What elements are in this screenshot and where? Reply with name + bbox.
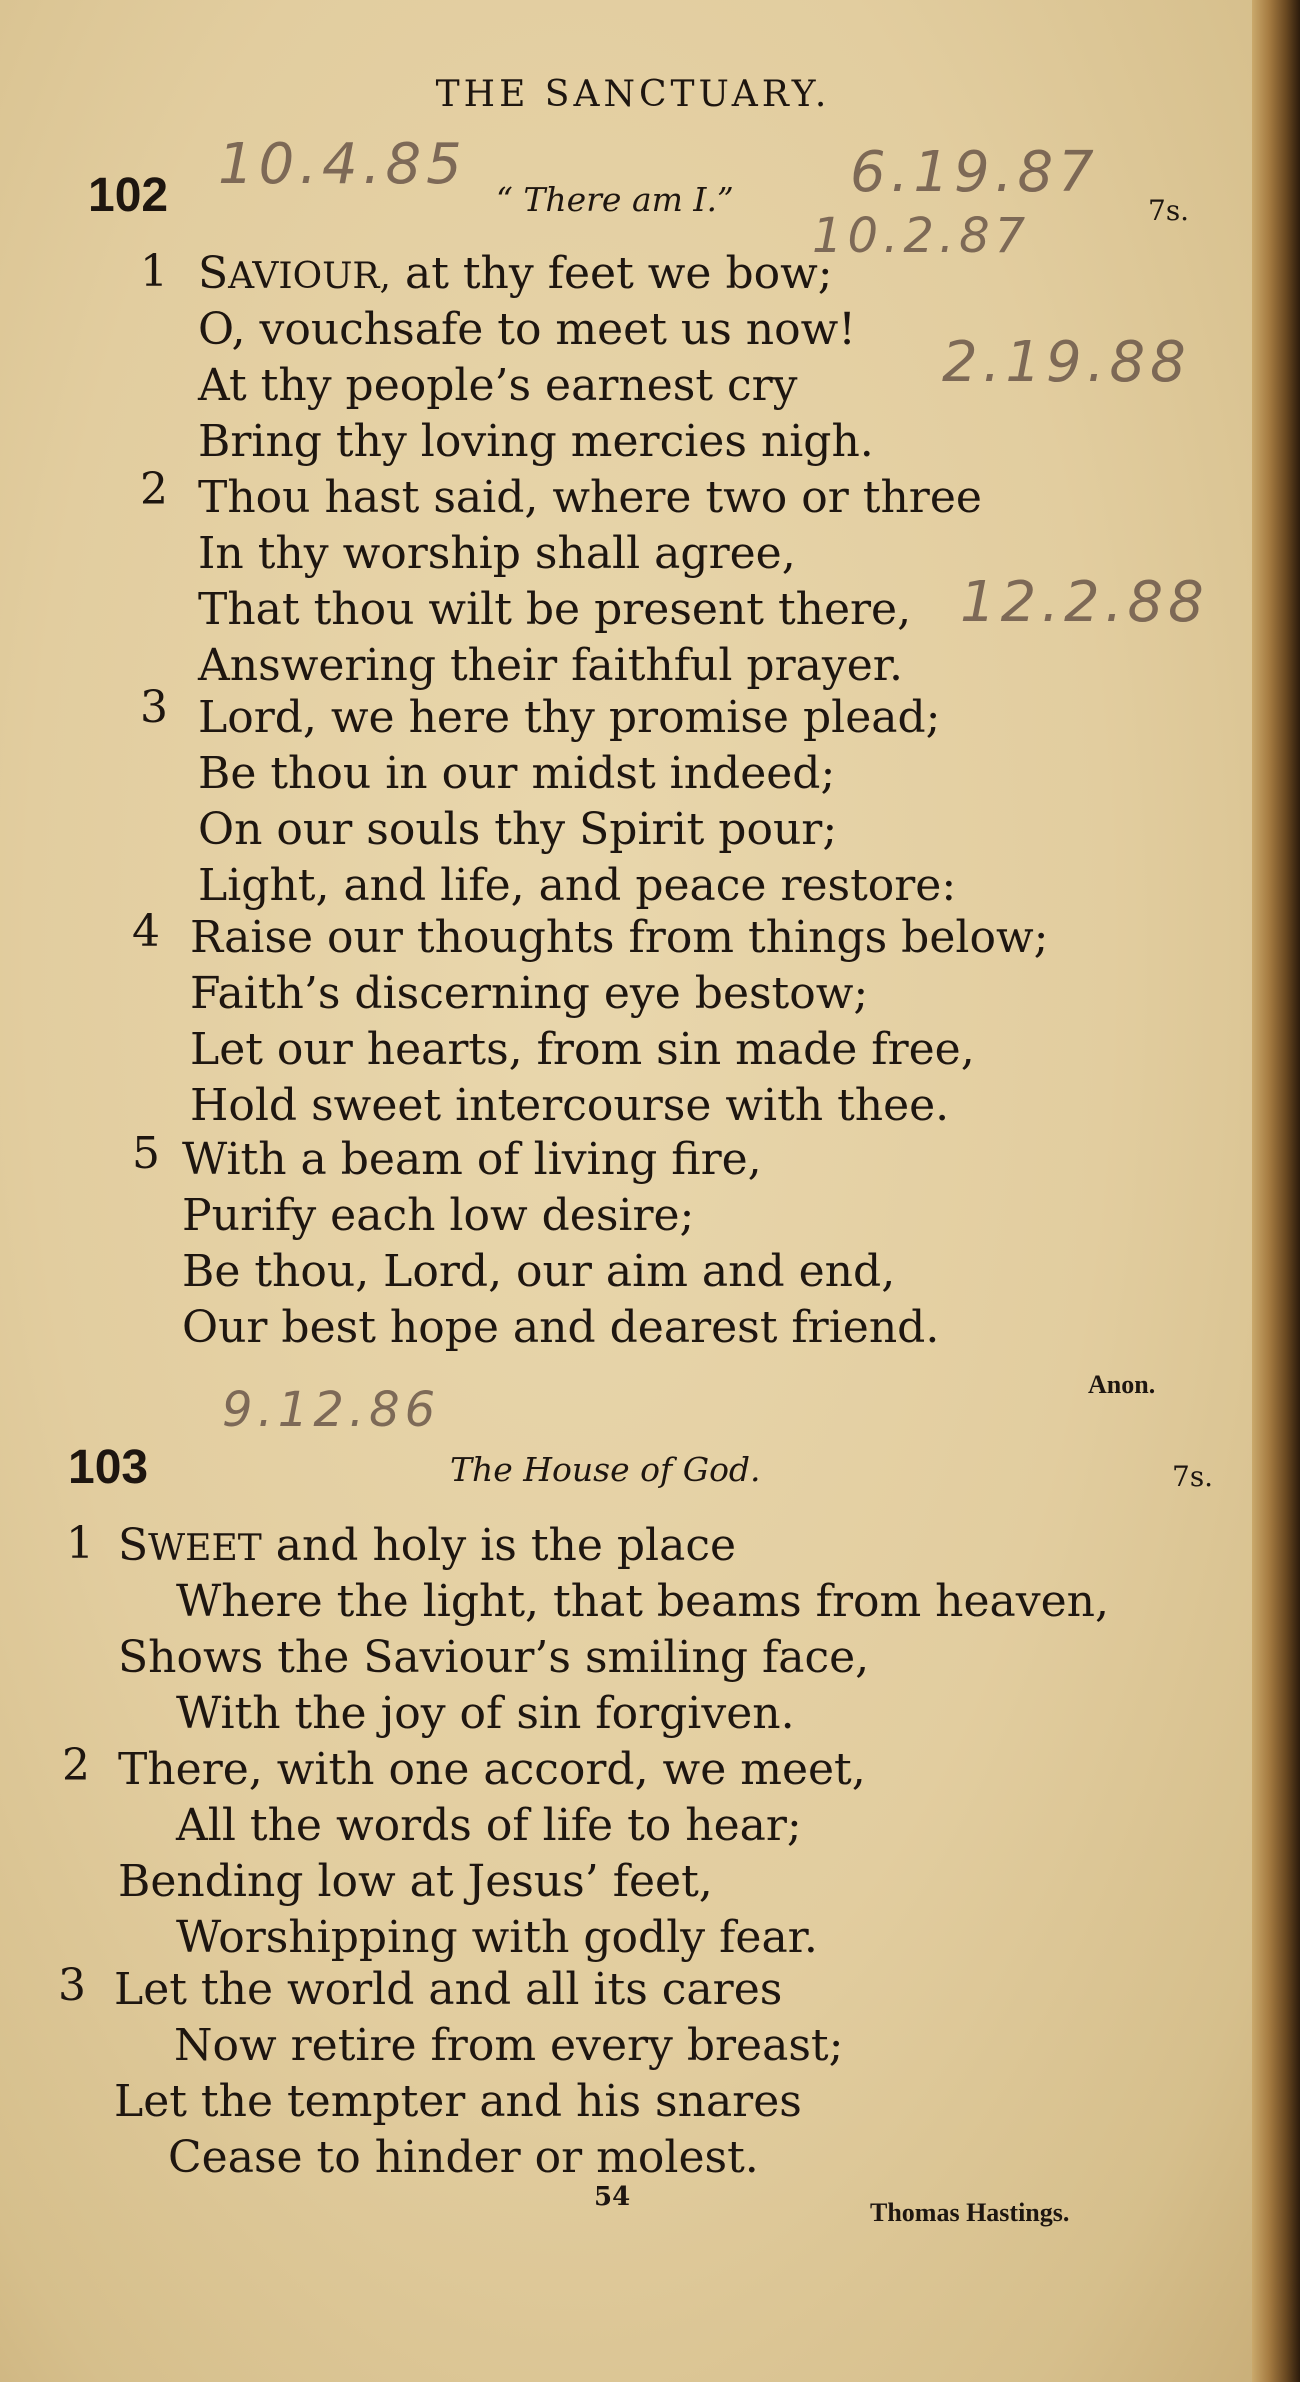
hymn-meter: 7s.: [1148, 194, 1190, 227]
verse-line: Shows the Saviour’s smiling face,: [118, 1632, 870, 1683]
hymn-meter: 7s.: [1172, 1460, 1214, 1493]
handwritten-date-6: 9.12.86: [222, 1382, 441, 1438]
verse-line: Raise our thoughts from things below;: [190, 912, 1049, 963]
verse-line: Be thou, Lord, our aim and end,: [182, 1246, 896, 1297]
verse-number: 3: [58, 1960, 86, 2011]
verse-line: All the words of life to hear;: [176, 1800, 802, 1851]
line-text: at thy feet we bow;: [390, 248, 833, 299]
verse-line: Cease to hinder or molest.: [168, 2132, 759, 2183]
verse-line: Now retire from every breast;: [174, 2020, 844, 2071]
verse-line: In thy worship shall agree,: [198, 528, 796, 579]
page-edge: [1252, 0, 1300, 2382]
verse-line: [198, 248, 833, 299]
verse-line: With the joy of sin forgiven.: [176, 1688, 795, 1739]
verse-line: Purify each low desire;: [182, 1190, 695, 1241]
verse-line: Bring thy loving mercies nigh.: [198, 416, 874, 467]
hymn-subtitle: The House of God.: [450, 1450, 761, 1489]
verse-line: That thou wilt be present there,: [198, 584, 912, 635]
verse-line: Where the light, that beams from heaven,: [176, 1576, 1110, 1627]
verse-number: 2: [140, 464, 168, 515]
verse-line: There, with one accord, we meet,: [118, 1744, 866, 1795]
verse-line: Worshipping with godly fear.: [176, 1912, 818, 1963]
verse-line: Let our hearts, from sin made free,: [190, 1024, 975, 1075]
handwritten-date-5: 12.2.88: [960, 570, 1209, 635]
verse-line: O, vouchsafe to meet us now!: [198, 304, 856, 355]
drop-capital: S: [118, 1520, 149, 1571]
verse-line: Be thou in our midst indeed;: [198, 748, 836, 799]
handwritten-date-3: 10.2.87: [812, 208, 1031, 264]
verse-line: Answering their faithful prayer.: [198, 640, 903, 691]
verse-line: Bending low at Jesus’ feet,: [118, 1856, 713, 1907]
line-text: and holy is the place: [261, 1520, 737, 1571]
verse-line: With a beam of living fire,: [182, 1134, 762, 1185]
verse-line: Faith’s discerning eye bestow;: [190, 968, 869, 1019]
verse-line: [118, 1520, 737, 1571]
hymn-author: Anon.: [1088, 1370, 1156, 1399]
small-caps-word: WEET: [148, 1528, 262, 1569]
handwritten-date-1: 10.4.85: [218, 132, 467, 197]
hymn-number: 102: [88, 169, 169, 222]
hymn-subtitle: “ There am I.”: [496, 180, 734, 219]
verse-line: Our best hope and dearest friend.: [182, 1302, 940, 1353]
handwritten-date-4: 2.19.88: [942, 330, 1191, 395]
hymn-number: 103: [68, 1441, 149, 1494]
verse-line: Thou hast said, where two or three: [198, 472, 982, 523]
verse-line: At thy people’s earnest cry: [198, 360, 798, 411]
verse-number: 4: [132, 906, 160, 957]
verse-line: Hold sweet intercourse with thee.: [190, 1080, 950, 1131]
running-header: THE SANCTUARY.: [435, 74, 831, 115]
verse-line: On our souls thy Spirit pour;: [198, 804, 838, 855]
verse-line: Let the tempter and his snares: [114, 2076, 802, 2127]
drop-capital: S: [198, 248, 229, 299]
verse-line: Lord, we here thy promise plead;: [198, 692, 941, 743]
verse-line: Light, and life, and peace restore:: [198, 860, 957, 911]
small-caps-word: AVIOUR,: [228, 256, 391, 297]
hymn-author: Thomas Hastings.: [870, 2198, 1070, 2227]
verse-number: 1: [66, 1518, 94, 1569]
page-number: 54: [594, 2182, 631, 2212]
handwritten-date-2: 6.19.87: [850, 140, 1099, 205]
verse-number: 3: [140, 682, 168, 733]
verse-number: 1: [140, 246, 168, 297]
verse-number: 5: [132, 1128, 160, 1179]
verse-line: Let the world and all its cares: [114, 1964, 783, 2015]
verse-number: 2: [62, 1740, 90, 1791]
